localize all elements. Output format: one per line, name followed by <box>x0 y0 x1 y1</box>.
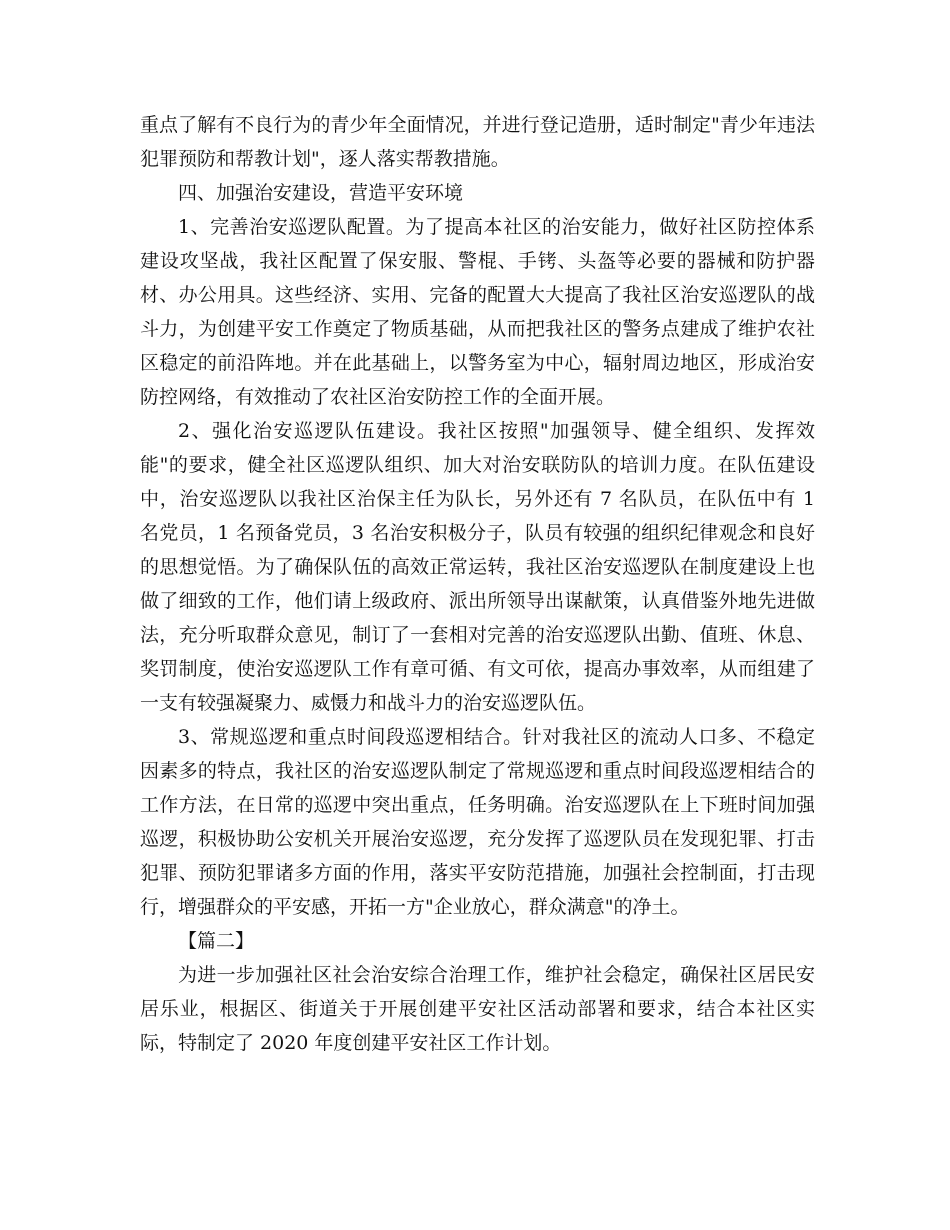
paragraph-item-2: 2、强化治安巡逻队伍建设。我社区按照"加强领导、健全组织、发挥效能"的要求，健全社区巡逻队组织、加大对治安联防队的培训力度。在队伍建设中，治安巡逻队以我社区治保主任为队长，另外还有 7 名队员，在队伍中有 1 名党员，1 名预备党员，3 名治安积极分子，队员有较强的组织纪律观念和良好的思想觉悟。为了确保队伍的高效正常运转，我社区治安巡逻队在制度建设上也做了细致的工作，他们请上级政府、派出所领导出谋献策，认真借鉴外地先进做法，充分听取群众意见，制订了一套相对完善的治安巡逻队出勤、值班、休息、奖罚制度，使治安巡逻队工作有章可循、有文可依，提高办事效率，从而组建了一支有较强凝聚力、威慑力和战斗力的治安巡逻队伍。 <box>140 420 815 714</box>
section-heading-four: 四、加强治安建设，营造平安环境 <box>178 182 464 204</box>
section-heading-part-two: 【篇二】 <box>178 930 255 952</box>
paragraph-item-3: 3、常规巡逻和重点时间段巡逻相结合。针对我社区的流动人口多、不稳定因素多的特点，我社区的治安巡逻队制定了常规巡逻和重点时间段巡逻相结合的工作方法，在日常的巡逻中突出重点，任务明确。治安巡逻队在上下班时间加强巡逻，积极协助公安机关开展治安巡逻，充分发挥了巡逻队员在发现犯罪、打击犯罪、预防犯罪诸多方面的作用，落实平安防范措施，加强社会控制面，打击现行，增强群众的平安感，开拓一方"企业放心，群众满意"的净土。 <box>140 726 815 918</box>
document-body <box>140 108 815 1060</box>
paragraph-continuation: 重点了解有不良行为的青少年全面情况，并进行登记造册，适时制定"青少年违法犯罪预防和帮教计划"，逐人落实帮教措施。 <box>140 114 815 170</box>
paragraph-part-two-intro: 为进一步加强社区社会治安综合治理工作，维护社会稳定，确保社区居民安居乐业，根据区、街道关于开展创建平安社区活动部署和要求，结合本社区实际，特制定了 2020 年度创建平安社区工作计划。 <box>140 964 815 1054</box>
paragraph-item-1: 1、完善治安巡逻队配置。为了提高本社区的治安能力，做好社区防控体系建设攻坚战，我社区配置了保安服、警棍、手铐、头盔等必要的器械和防护器材、办公用具。这些经济、实用、完备的配置大大提高了我社区治安巡逻队的战斗力，为创建平安工作奠定了物质基础，从而把我社区的警务点建成了维护农社区稳定的前沿阵地。并在此基础上，以警务室为中心，辐射周边地区，形成治安防控网络，有效推动了农社区治安防控工作的全面开展。 <box>140 216 815 408</box>
